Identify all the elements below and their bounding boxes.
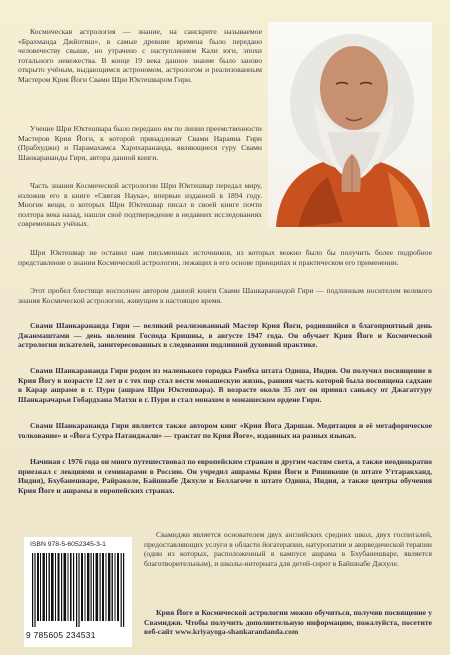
paragraph-intro: Космическая астрология — знание, на санскрите называемое «Брахманда Джйотиш», в самые древние времена было передано человечеству свыше, но утрачено с наступлением Кали юги, эпохи тотального невежества. В конце 19 века данное знание было заново открыто учёным, выдающимся астрономом, астрологом и реализованным Мастером Крия Йоги Свами Шри Юктешваром Гири. xyxy=(18,27,262,84)
isbn-barcode xyxy=(24,537,132,647)
paragraph-no-sources: Шри Юктешвар не оставил нам письменных источников, из которых можно было бы получить более подробное представление о знании Космической астрологии, лежащих в его основе принципах и практическом его применении. xyxy=(18,248,432,267)
barcode-digits: 9 785605 234531 xyxy=(26,630,96,640)
paragraph-travels: Начиная с 1976 года он много путешествовал по европейским странам и другим частям света, а также неоднократно приезжал с лекциями и семинарами в Россию. Он учредил ашрамы Крия Йоги в Ришикеше (в штате Уттаракханд, Индия), Бхубанешваре, Райраколе, Байшнабе Джхуле и Беллагоче в штате Одиша, Индия, а также центры обучения Крия Йоге и ашрамы в европейских странах. xyxy=(18,457,432,495)
website-link[interactable]: www.kriyayoga-shankarandanda.com xyxy=(175,627,299,637)
paragraph-author-bio: Свами Шанкарананда Гири — великий реализованный Мастер Крия Йоги, родившийся в благоприятный день Джанмаштами — день явления Господа Кришны, в августе 1947 года. Он обучает Крия Йоге и Космической астрологии искателей, заинтересованных в следовании подлинной духовной практике. xyxy=(18,321,432,350)
paragraph-author-origin: Свами Шанкарананда Гири родом из маленького городка Рамбха штата Одиша, Индия. Он получил посвящение в Крия Йогу в возрасте 12 лет и с тех пор стал вести монашескую жизнь, ранняя часть которой была посвящена садхане в Карар ашраме в г. Пури (ашрам Шри Юктешвара). В возрасте около 35 лет он принял саньясу от Джагатгуру Шанкарачарьи Гобардхана Матхи в г. Пури и стал монахом в монашеском ордене Гири. xyxy=(18,366,432,404)
paragraph-gap-filled: Этот пробел блестяще восполнен автором данной книги Свами Шанкаранандой Гири — подлинным носителем великого знания Космической астрологии, живущим в настоящее время. xyxy=(18,286,432,305)
isbn-number: ISBN 978-5-6052345-3-1 xyxy=(30,541,106,548)
paragraph-holy-science: Часть знания Космической астрологии Шри Юктешвар передал миру, изложив его в книге «Святая Наука», впервые изданной в 1894 году. Многие вещи, о которых Шри Юктешвар писал в своей книге почти полтора века назад, нашли своё подтверждение в недавних исследованиях современных учёных. xyxy=(18,181,262,229)
author-portrait xyxy=(268,22,432,227)
barcode-bars xyxy=(30,553,126,627)
initiation-text: Крия Йоге и Космической астрологии можно обучиться, получив посвящение у Свамиджи. Чтобы получить дополнительную информацию, пожалуйста, посетите веб-сайт xyxy=(144,608,432,637)
paragraph-lineage: Учение Шри Юктешвара было передано им по линии преемственности Мастеров Крия Йоги, к которой принадлежат Свами Нараяна Гири (Прабхуджи) и Парамахамса Харихарананда, являющиеся гуру Свами Шанкарананды Гири, автора данной книги. xyxy=(18,124,262,162)
paragraph-initiation xyxy=(144,608,432,637)
paragraph-author-books: Свами Шанкарананда Гири является также автором книг «Крия Йога Даршан. Медитация и её метафорическое толкование» и «Йога Сутра Патанджали» — трактат по Крия Йоге», изданных на разных языках. xyxy=(18,421,432,440)
paragraph-schools: Свамиджи является основателем двух английских средних школ, двух госпиталей, предоставляющих услуги в области йогатерапии, натуропатии и аюрведической терапии (один из которых, расположенный в кампусе ашрама в Бхубанешваре, является благотворительным), и школы-интерната для детей-сирот в Байшнабе Джхуле. xyxy=(144,530,432,568)
